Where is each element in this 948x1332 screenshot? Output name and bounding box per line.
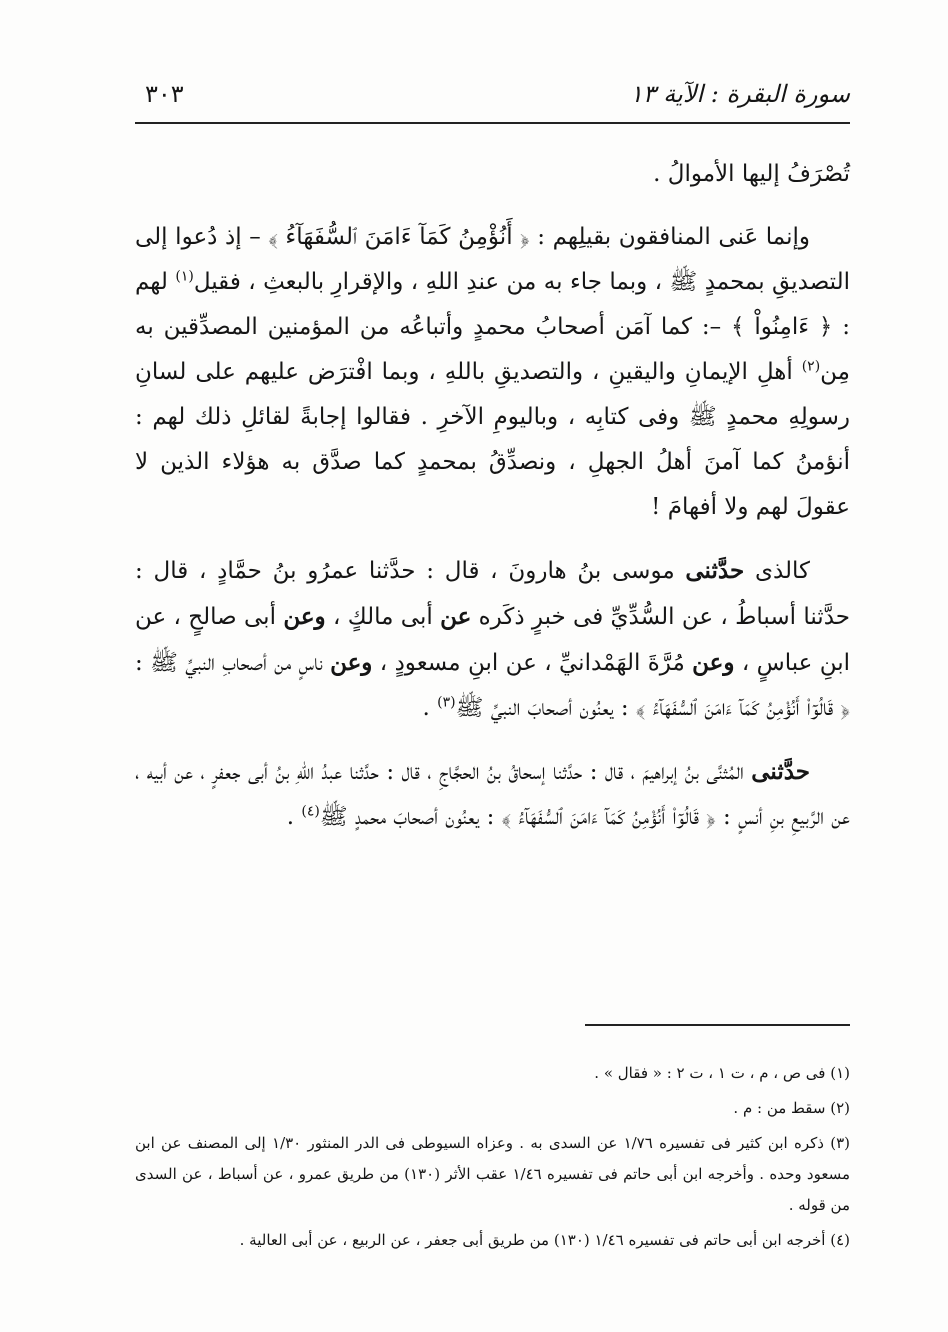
- paragraph-1-text: تُصْرَفُ إليها الأموالُ .: [653, 161, 850, 187]
- paragraph-3: [135, 548, 850, 731]
- paragraph-4-end: .: [286, 804, 295, 830]
- footnotes: [135, 1058, 850, 1260]
- bold-narration-word: وعن: [283, 603, 326, 630]
- paragraph-2-part-c: أهلِ الإيمانِ واليقينِ ، والتصديقِ باللهِ ، وبما افْترَض عليهم على لسانِ رسولِهِ محمدٍ ﷺ وفى كتابِه ، وباليومِ الآخرِ . فقالوا إجابةً لقائلِ ذلك لهم : أنؤمنُ كما آمنَ أهلُ الجهلِ ، ونصدِّقُ بمحمدٍ كما صدَّق به هؤلاء الذين لا عقولَ لهم ولا أفهامَ !: [135, 359, 850, 520]
- footnote-ref-4[interactable]: (٤): [301, 803, 320, 820]
- footnote-ref-1[interactable]: (١): [175, 268, 194, 285]
- paragraph-2-part-a: وإنما عَنى المنافقون بقيلِهم : ﴿ أَنُؤْمِنُ كَمَآ ءَامَنَ ٱلسُّفَهَآءُ ﴾ – إذ دُعوا إلى التصديقِ بمحمدٍ ﷺ ، وبما جاء به من عندِ اللهِ ، والإقرارِ بالبعثِ ، فقيل: [135, 224, 850, 295]
- footnote-3: (٣) ذكره ابن كثير فى تفسيره ١/٧٦ عن السدى به . وعزاه السيوطى فى الدر المنثور ١/٣٠ إلى المصنف عن ابن مسعود وحده . وأخرجه ابن أبى حاتم فى تفسيره ١/٤٦ عقب الأثر (١٣٠) من طريق عمرو ، عن أسباط ، عن السدى من قوله .: [135, 1134, 850, 1214]
- running-header: [135, 78, 850, 124]
- paragraph-3-start: كالذى: [754, 558, 810, 584]
- page-number: ٣٠٣: [145, 80, 184, 108]
- paragraph-1: [135, 152, 850, 197]
- paragraph-3-segment-1: موسى بنُ هارونَ ، قال : حدَّثنا عمرُو بنُ حمَّادٍ ، قال : حدَّثنا أسباطُ ، عن السُّدِّيِّ فى خبرٍ ذكَره: [135, 558, 850, 630]
- header-title: سورة البقرة : الآية ١٣: [629, 80, 850, 108]
- paragraph-4: [135, 749, 850, 840]
- footnote-ref-3[interactable]: (٣): [437, 694, 456, 711]
- bold-narration-word: حدَّثنى: [751, 758, 811, 785]
- footnote-ref-2[interactable]: (٢): [801, 358, 821, 375]
- paragraph-3-segment-2: أبى مالكٍ ،: [332, 604, 433, 630]
- footnote-2: (٢) سقط من : م .: [733, 1099, 850, 1117]
- bold-narration-word: حدَّثنى: [685, 557, 745, 584]
- paragraph-3-segment-3: أبى صالحٍ ، عن ابنِ عباسٍ ،: [135, 604, 851, 676]
- main-text: [135, 152, 850, 840]
- bold-narration-word: وعن: [330, 649, 373, 676]
- bold-narration-word: عن: [440, 603, 472, 630]
- paragraph-2-part-b: لهم : ﴿ ءَامِنُواْ ﴾ –: كما آمَن أصحابُ محمدٍ وأتباعُه من المؤمنين المصدِّقين به مِن: [135, 269, 850, 385]
- paragraph-3-segment-4: مُرَّةَ الهَمْدانيِّ ، عن ابنِ مسعودٍ ،: [379, 650, 685, 676]
- bold-narration-word: وعن: [692, 649, 735, 676]
- paragraph-2: [135, 215, 850, 530]
- footnote-divider: [585, 1024, 850, 1026]
- paragraph-3-end: .: [422, 695, 430, 721]
- paragraph-3-segment-5: ناسٍ من أصحابِ النبيِّ ﷺ : ﴿ قَالُوٓاْ أَنُؤْمِنُ كَمَآ ءَامَنَ ٱلسُّفَهَآءُ ﴾ : يعنُون أصحابَ النبيِّ ﷺ: [135, 650, 850, 721]
- footnote-4: (٤) أخرجه ابن أبى حاتم فى تفسيره ١/٤٦ (١٣٠) من طريق أبى جعفر ، عن الربيع ، عن أبى العالية .: [239, 1231, 850, 1249]
- paragraph-4-segment-1: المُثنَّى بنُ إبراهيمَ ، قال : حدَّثنا إسحاقُ بنُ الحجَّاجِ ، قال : حدَّثنا عبدُ اللهِ بنُ أبى جعفرٍ ، عن أبيه ، عن الرَّبيعِ بنِ أنسٍ : ﴿ قَالُوٓاْ أَنُؤْمِنُ كَمَآ ءَامَنَ ٱلسُّفَهَآءُ ﴾ : يعنُون أصحابَ محمدٍ ﷺ: [135, 759, 850, 830]
- footnote-1: (١) فى ص ، م ، ت ١ ، ت ٢ : « فقال » .: [594, 1064, 850, 1082]
